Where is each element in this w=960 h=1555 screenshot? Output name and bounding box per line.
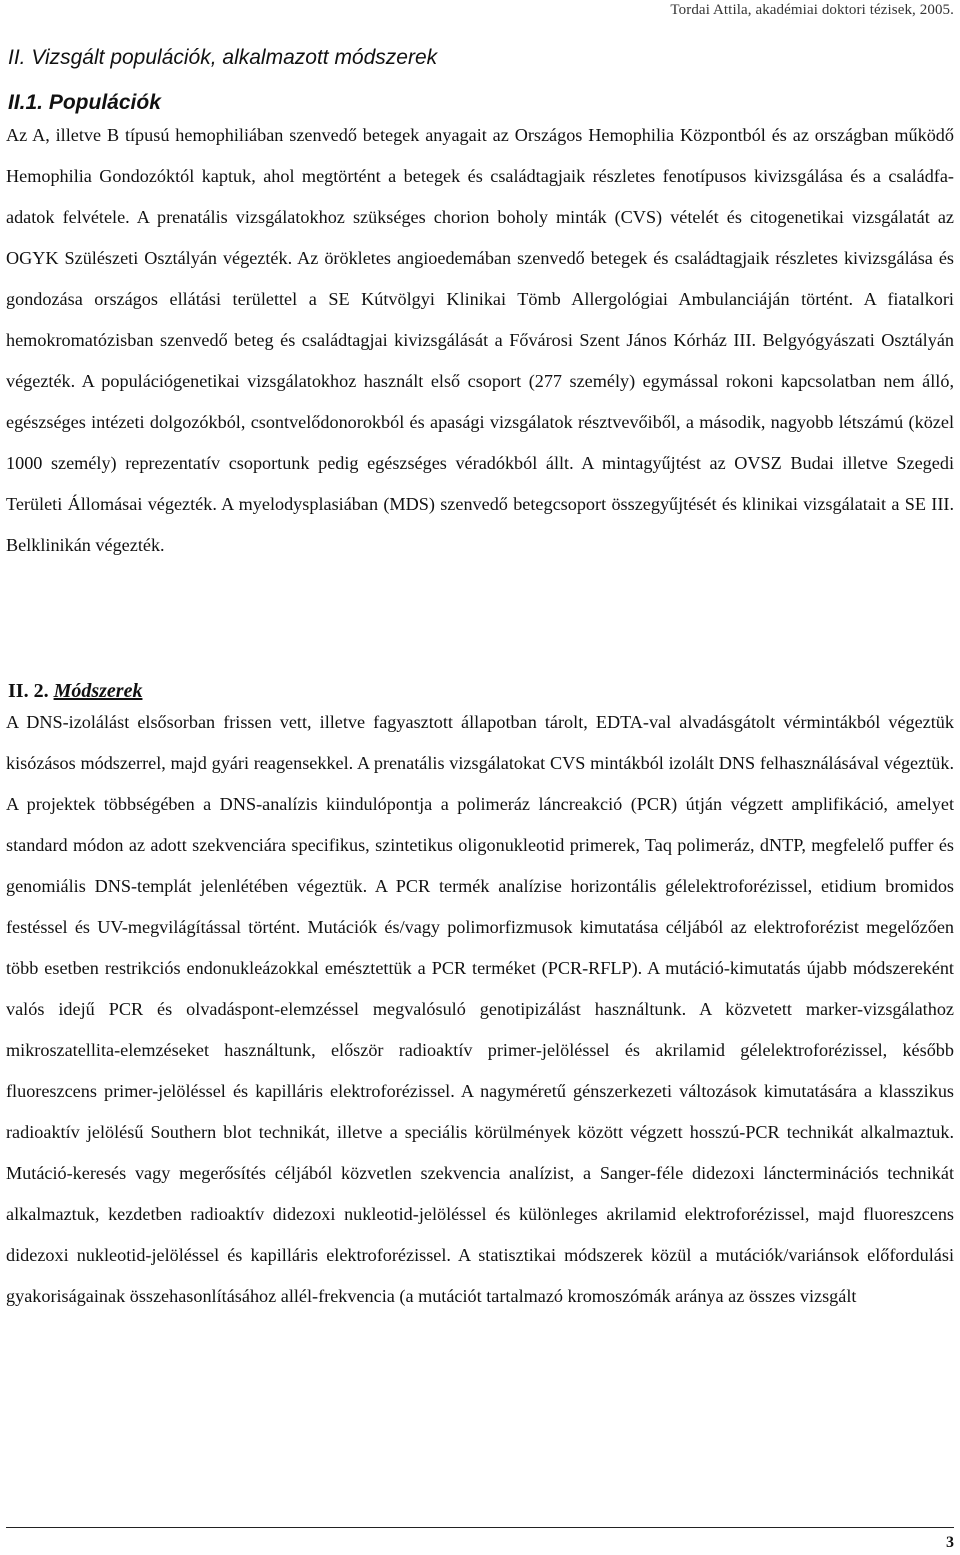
section-body-populations: Az A, illetve B típusú hemophiliában szenvedő betegek anyagait az Országos Hemophilia Központból és az országban működő Hemophilia Gondozóktól kaptuk, ahol megtörtént a betegek és családtagjaik részletes fenotípusos kivizsgálása és a családfa-adatok felvétele. A prenatális vizsgálatokhoz szükséges chorion boholy minták (CVS) vételét és citogenetikai vizsgálatát az OGYK Szülészeti Osztályán végezték. Az örökletes angioedemában szenvedő betegek és családtagjaik részletes kivizsgálása és gondozása országos ellátási területtel a SE Kútvölgyi Klinikai Tömb Allergológiai Ambulanciáján történt. A fiatalkori hemokromatózisban szenvedő beteg és családtagjai kivizsgálását a Fővárosi Szent János Kórház III. Belgyógyászati Osztályán végezték. A populációgenetikai vizsgálatokhoz használt első csoport (277 személy) egymással rokoni kapcsolatban nem álló, egészséges intézeti dolgozókból, csontvelődonorokból és apasági vizsgálatok résztvevőiből, a második, nagyobb létszámú (közel 1000 személy) reprezentatív csoportunk pedig egészséges véradókból állt. A mintagyűjtést az OVSZ Budai illetve Szegedi Területi Állomásai végezték. A myelodysplasiában (MDS) szenvedő betegcsoport összegyűjtését és klinikai vizsgálatait a SE III. Belklinikán végezték. — [6, 125, 954, 555]
chapter-title: II. Vizsgált populációk, alkalmazott módszerek — [8, 46, 438, 69]
running-header: Tordai Attila, akadémiai doktori tézisek, 2005. — [670, 2, 954, 18]
section-heading-populations: II.1. Populációk — [8, 91, 161, 114]
section-number: II. 2. — [8, 680, 49, 702]
section-title: Módszerek — [53, 680, 143, 702]
page-number: 3 — [946, 1534, 954, 1551]
footer-divider — [6, 1527, 954, 1528]
section-body-methods: A DNS-izolálást elsősorban frissen vett, illetve fagyasztott állapotban tárolt, EDTA-val alvadásgátolt vérmintákból végeztük kisózásos módszerrel, majd gyári reagensekkel. A prenatális vizsgálatokat CVS mintákból izolált DNS felhasználásával végeztük. A projektek többségében a DNS-analízis kiindulópontja a polimeráz láncreakció (PCR) útján végzett amplifikáció, amelyet standard módon az adott szekvenciára specifikus, szintetikus oligonukleotid primerek, Taq polimeráz, dNTP, megfelelő puffer és genomiális DNS-templát jelenlétében végeztük. A PCR termék analízise horizontális gélelektroforézissel, etidium bromidos festéssel és UV-megvilágítással történt. Mutációk és/vagy polimorfizmusok kimutatása céljából az elektroforézist megelőzően több esetben restrikciós endonukleázokkal emésztettük a PCR terméket (PCR-RFLP). A mutáció-kimutatás újabb módszereként valós idejű PCR és olvadáspont-elemzéssel megvalósuló genotipizálást használtunk. A közvetett marker-vizsgálathoz mikroszatellita-elemzéseket használtunk, először radioaktív primer-jelöléssel és akrilamid gélelektroforézissel, később fluoreszcens primer-jelöléssel és kapilláris elektroforézissel. A nagyméretű génszerkezeti változások kimutatására a klasszikus radioaktív jelölésű Southern blot technikát, illetve a speciális körülmények között végzett hosszú-PCR technikát alkalmaztuk. Mutáció-keresés vagy megerősítés céljából közvetlen szekvencia analízist, a Sanger-féle didezoxi láncterminációs technikát alkalmaztuk, kezdetben radioaktív didezoxi nukleotid-jelöléssel és különleges akrilamid elektroforézissel, majd fluoreszcens didezoxi nukleotid-jelöléssel és kapilláris elektroforézissel. A statisztikai módszerek közül a mutációk/variánsok előfordulási gyakoriságainak összehasonlításához allél-frekvencia (a mutációt tartalmazó kromoszómák aránya az összes vizsgált — [6, 712, 954, 1306]
